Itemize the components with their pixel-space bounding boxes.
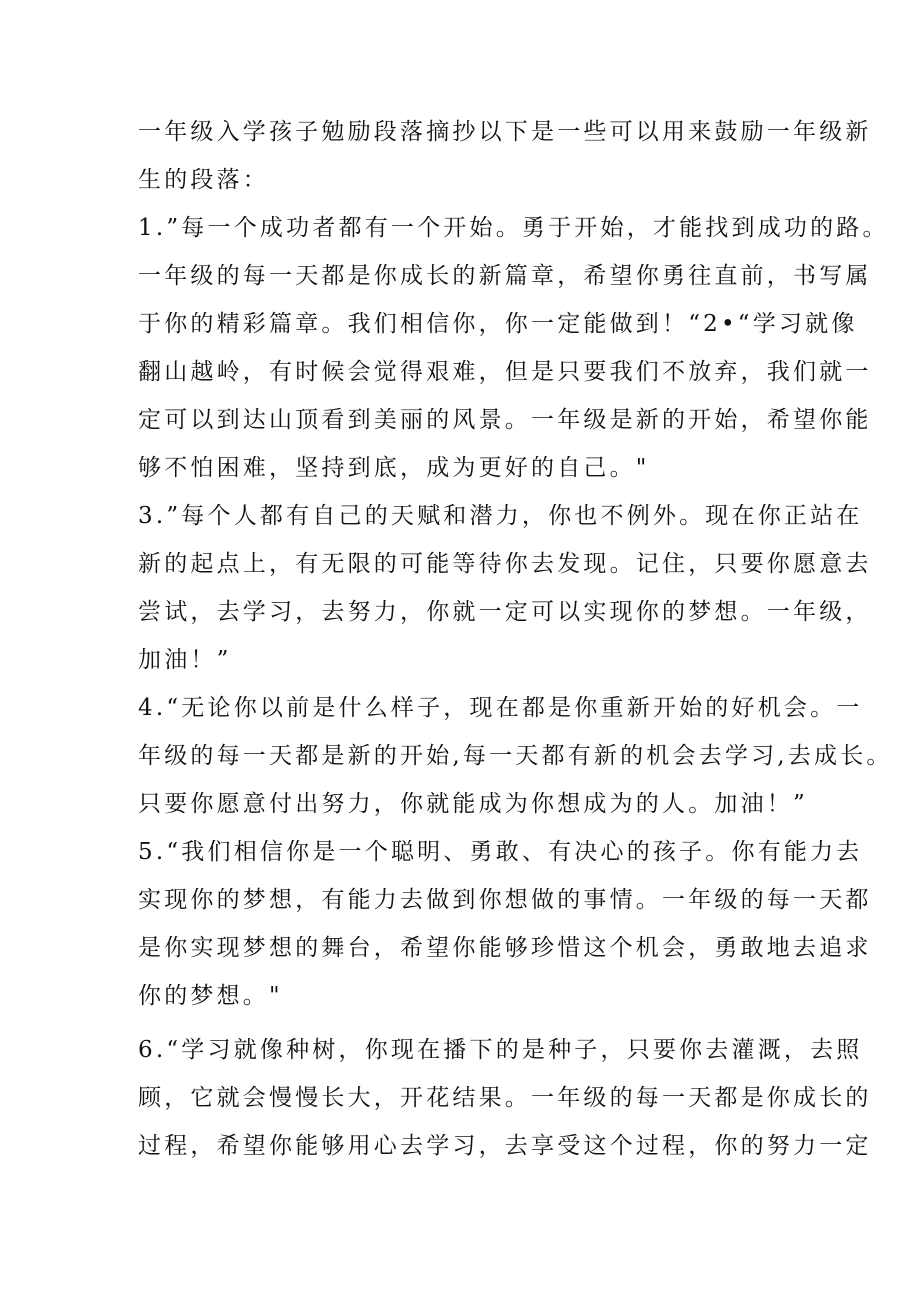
text-line: 一年级入学孩子勉励段落摘抄以下是一些可以用来鼓励一年级新 [138,119,872,145]
text-line: 生的段落： [138,167,269,193]
text-line: 1.”每一个成功者都有一个开始。勇于开始，才能找到成功的路。 [138,215,889,241]
text-line: 新的起点上，有无限的可能等待你去发现。记住，只要你愿意去 [138,551,872,577]
text-line: 够不怕困难，坚持到底，成为更好的自己。" [138,455,650,481]
text-line: 顾，它就会慢慢长大，开花结果。一年级的每一天都是你成长的 [138,1085,872,1111]
text-line: 尝试，去学习，去努力，你就一定可以实现你的梦想。一年级， [138,599,872,625]
document-body [138,108,893,1170]
text-line: 你的梦想。" [138,983,283,1009]
text-line: 4.“无论你以前是什么样子，现在都是你重新开始的好机会。一 [138,695,863,721]
text-line: 6.“学习就像种树，你现在播下的是种子，只要你去灌溉，去照 [138,1037,863,1063]
text-line: 过程，希望你能够用心去学习，去享受这个过程，你的努力一定 [138,1133,872,1159]
text-line: 是你实现梦想的舞台，希望你能够珍惜这个机会，勇敢地去追求 [138,935,872,961]
text-line: 一年级的每一天都是你成长的新篇章，希望你勇往直前，书写属 [138,263,872,289]
text-line: 5.“我们相信你是一个聪明、勇敢、有决心的孩子。你有能力去 [138,839,863,865]
text-line: 3.”每个人都有自己的天赋和潜力，你也不例外。现在你正站在 [138,503,863,529]
text-line: 实现你的梦想，有能力去做到你想做的事情。一年级的每一天都 [138,887,872,913]
text-line: 只要你愿意付出努力，你就能成为你想成为的人。加油！” [138,791,808,817]
text-line: 年级的每一天都是新的开始,每一天都有新的机会去学习,去成长。 [138,743,893,769]
text-line: 定可以到达山顶看到美丽的风景。一年级是新的开始，希望你能 [138,407,872,433]
text-line: 加油！” [138,647,232,673]
text-line: 翻山越岭，有时候会觉得艰难，但是只要我们不放弃，我们就一 [138,359,872,385]
text-line: 于你的精彩篇章。我们相信你，你一定能做到！“2•“学习就像 [138,311,858,337]
